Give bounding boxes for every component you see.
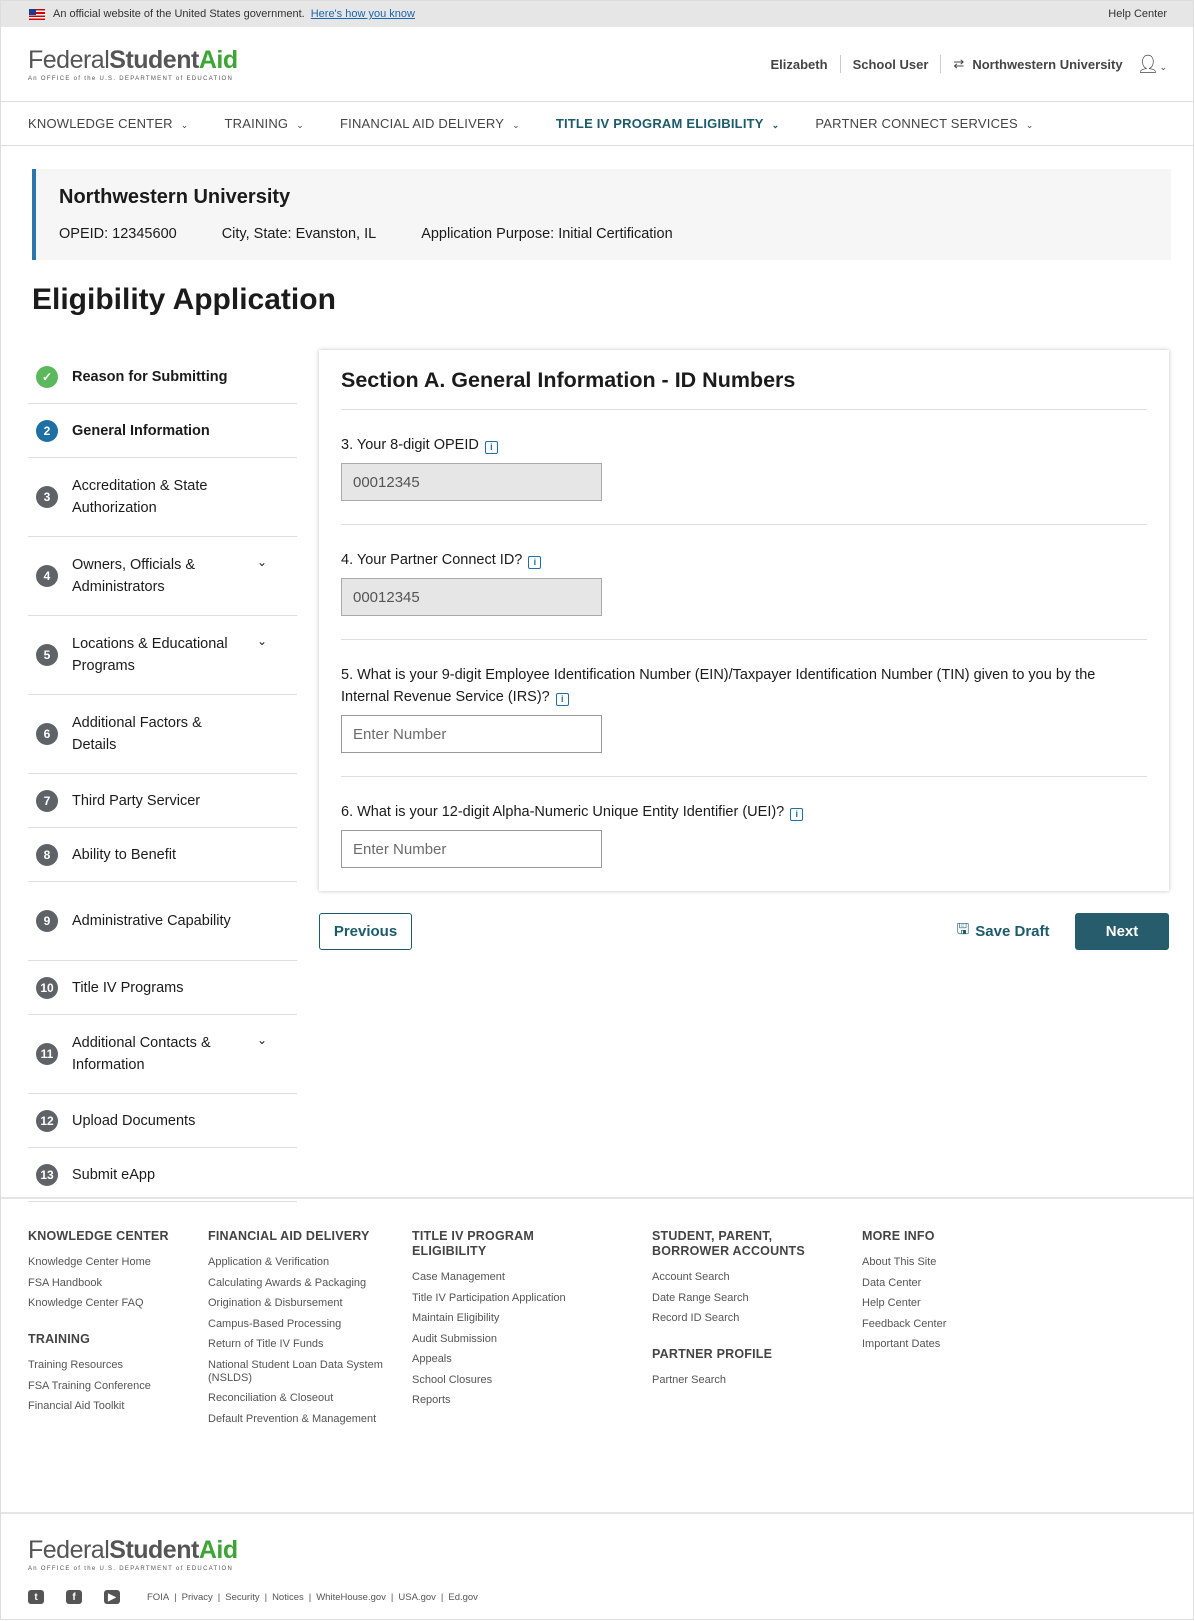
step-item[interactable] (28, 1148, 297, 1202)
youtube-icon[interactable]: ▶ (104, 1590, 120, 1604)
footer-column (412, 1229, 592, 1415)
step-number: 11 (36, 1043, 58, 1065)
switch-icon[interactable]: ⇄ (953, 56, 965, 71)
step-number: 10 (36, 977, 58, 999)
nav-item-training[interactable] (225, 116, 304, 131)
question-text: 3. Your 8-digit OPEID (341, 437, 479, 453)
footer-link[interactable]: Important Dates (862, 1338, 941, 1350)
chevron-down-icon: ⌄ (512, 120, 520, 130)
save-icon: 🖫 (956, 921, 970, 938)
step-number: 5 (36, 644, 58, 666)
footer-column (28, 1229, 208, 1421)
info-icon[interactable]: i (790, 808, 803, 821)
step-label: Third Party Servicer (72, 792, 201, 809)
step-sidebar (28, 350, 297, 1202)
question-text: 4. Your Partner Connect ID? (341, 552, 523, 568)
step-item[interactable] (28, 695, 297, 774)
chevron-down-icon[interactable]: ⌄ (256, 634, 267, 648)
step-item[interactable] (28, 350, 297, 404)
step-number: 13 (36, 1164, 58, 1186)
footer-heading: FINANCIAL AID DELIVERY (208, 1229, 370, 1243)
footer-heading: PARTNER PROFILE (652, 1347, 773, 1361)
switch-school-link[interactable]: Northwestern University (972, 56, 1123, 72)
help-center-link[interactable]: Help Center (1108, 8, 1167, 20)
footer-column (862, 1229, 1042, 1359)
step-number: 4 (36, 565, 58, 587)
step-label: Accreditation & State Authorization (72, 478, 208, 516)
step-item[interactable] (28, 537, 297, 616)
step-item[interactable] (28, 774, 297, 828)
footer-link[interactable]: Audit Submission (412, 1332, 497, 1345)
footer-bottom (1, 1512, 1194, 1621)
question-text: 5. What is your 9-digit Employee Identification Number (EIN)/Taxpayer Identification Number (TIN) given to you by the Internal Revenue Service (IRS)? (341, 667, 1096, 705)
form-question (341, 525, 1147, 640)
user-name: Elizabeth (770, 56, 828, 72)
chevron-down-icon[interactable]: ⌄ (256, 1033, 267, 1047)
step-item[interactable] (28, 828, 297, 882)
input-value: 00012345 (353, 588, 420, 606)
step-label: Submit eApp (72, 1166, 156, 1183)
application-purpose: Application Purpose: Initial Certification (421, 226, 673, 242)
footer-link[interactable]: Title IV Participation Application (412, 1291, 566, 1304)
step-label: General Information (72, 422, 210, 439)
footer-link[interactable]: About This Site (862, 1256, 937, 1268)
question-5-input[interactable] (341, 715, 602, 753)
footer-link[interactable]: Date Range Search (652, 1291, 749, 1304)
footer-heading: KNOWLEDGE CENTER (28, 1229, 169, 1243)
question-text: 6. What is your 12-digit Alpha-Numeric Unique Entity Identifier (UEI)? (341, 804, 785, 820)
step-item[interactable] (28, 961, 297, 1015)
nav-item-financial-aid-delivery[interactable] (340, 116, 520, 131)
footer-link[interactable]: Reports (412, 1394, 451, 1406)
footer-heading: TRAINING (28, 1332, 91, 1346)
step-number: 9 (36, 910, 58, 932)
footer-link[interactable]: Case Management (412, 1271, 505, 1283)
step-label: Additional Contacts & Information (72, 1035, 211, 1073)
nav-item-partner-connect-services[interactable] (815, 116, 1033, 131)
step-label: Title IV Programs (72, 979, 184, 996)
form-actions (319, 913, 1169, 950)
step-label: Additional Factors & Details (72, 715, 202, 753)
section-title: Section A. General Information - ID Numbers (341, 350, 1147, 410)
legal-link[interactable]: WhiteHouse.gov (316, 1591, 386, 1603)
fsa-footer-logo[interactable]: FederalStudentAid An OFFICE of the U.S. DEPARTMENT of EDUCATION (28, 1536, 238, 1572)
chevron-down-icon: ⌄ (771, 120, 780, 130)
footer-link[interactable]: Appeals (412, 1353, 452, 1365)
fsa-logo[interactable]: FederalStudentAid An OFFICE of the U.S. DEPARTMENT of EDUCATION (28, 46, 238, 82)
footer-link[interactable]: Application & Verification (208, 1256, 330, 1268)
legal-link[interactable]: USA.gov (398, 1591, 436, 1603)
chevron-down-icon: ⌄ (1025, 120, 1034, 130)
nav-item-label: FINANCIAL AID DELIVERY (340, 116, 505, 131)
question-4-input (341, 578, 602, 616)
footer-link[interactable]: Default Prevention & Management (208, 1412, 377, 1425)
step-item[interactable] (28, 1015, 297, 1094)
divider: | (440, 1591, 444, 1603)
info-icon[interactable]: i (485, 441, 498, 454)
footer-link[interactable]: Training Resources (28, 1359, 123, 1371)
divider: | (217, 1591, 221, 1603)
footer-link[interactable]: Return of Title IV Funds (208, 1338, 324, 1350)
twitter-icon[interactable]: t (28, 1590, 44, 1604)
footer-link[interactable]: Knowledge Center FAQ (28, 1297, 144, 1309)
nav-item-label: TRAINING (224, 116, 289, 131)
main-nav (1, 102, 1193, 146)
footer-link[interactable]: Campus-Based Processing (208, 1317, 342, 1330)
footer-link[interactable]: FSA Handbook (28, 1276, 102, 1289)
user-role: School User (852, 56, 929, 72)
footer-heading: TITLE IV PROGRAM ELIGIBILITY (412, 1229, 534, 1258)
form-question (341, 410, 1147, 525)
footer-link[interactable]: Feedback Center (862, 1317, 947, 1330)
site-header (1, 27, 1193, 102)
divider (840, 55, 841, 73)
divider: | (308, 1591, 312, 1603)
school-opeid: OPEID: 12345600 (59, 226, 177, 242)
check-icon: ✓ (36, 366, 58, 388)
facebook-icon[interactable]: f (66, 1590, 82, 1604)
footer-link[interactable]: Data Center (862, 1276, 922, 1289)
question-label (341, 801, 1147, 823)
step-number: 7 (36, 790, 58, 812)
step-number: 6 (36, 723, 58, 745)
footer-heading: MORE INFO (862, 1229, 935, 1243)
footer-column (652, 1229, 822, 1395)
info-icon[interactable]: i (556, 693, 569, 706)
question-3-input (341, 463, 602, 501)
gov-banner-text: An official website of the United States government. (53, 8, 305, 20)
nav-item-label: KNOWLEDGE CENTER (28, 116, 173, 131)
previous-button[interactable]: Previous (319, 913, 412, 950)
footer-link[interactable]: Knowledge Center Home (28, 1256, 151, 1268)
footer-column (208, 1229, 388, 1433)
step-label: Owners, Officials & Administrators (72, 557, 196, 595)
question-label (341, 664, 1147, 708)
footer-link[interactable]: FSA Training Conference (28, 1379, 151, 1392)
legal-link[interactable]: Notices (272, 1591, 304, 1603)
save-draft-button[interactable]: 🖫 Save Draft (953, 913, 1053, 950)
step-number: 8 (36, 844, 58, 866)
user-account-icon[interactable]: 👤︎⌄ (1136, 53, 1167, 74)
question-6-input[interactable] (341, 830, 602, 868)
form-question (341, 777, 1147, 891)
nav-item-title-iv-program-eligibility[interactable] (556, 116, 780, 131)
footer-heading: STUDENT, PARENT, BORROWER ACCOUNTS (652, 1229, 805, 1258)
divider (940, 55, 941, 73)
question-label (341, 549, 1147, 571)
step-number: 12 (36, 1110, 58, 1132)
step-item[interactable] (28, 882, 297, 961)
footer-links (1, 1197, 1194, 1512)
footer-link[interactable]: School Closures (412, 1373, 493, 1386)
legal-link[interactable]: Ed.gov (448, 1591, 478, 1603)
footer-link[interactable]: Reconciliation & Closeout (208, 1392, 334, 1404)
chevron-down-icon: ⌄ (296, 120, 304, 130)
step-number: 3 (36, 486, 58, 508)
nav-item-label: PARTNER CONNECT SERVICES (815, 116, 1018, 131)
input-placeholder: Enter Number (353, 840, 447, 858)
footer-link[interactable]: Record ID Search (652, 1312, 740, 1324)
divider: | (390, 1591, 394, 1603)
divider: | (174, 1591, 177, 1603)
input-placeholder: Enter Number (353, 725, 447, 743)
legal-link[interactable]: FOIA (147, 1591, 170, 1603)
chevron-down-icon: ⌄ (180, 120, 189, 130)
step-label: Administrative Capability (72, 913, 231, 929)
step-number: 2 (36, 420, 58, 442)
footer-link[interactable]: Maintain Eligibility (412, 1312, 500, 1324)
nav-item-label: TITLE IV PROGRAM ELIGIBILITY (555, 116, 764, 131)
footer-link[interactable]: Financial Aid Toolkit (28, 1400, 125, 1412)
step-item[interactable] (28, 458, 297, 537)
step-label: Ability to Benefit (72, 846, 176, 863)
form-question (341, 640, 1147, 777)
footer-link[interactable]: Origination & Disbursement (208, 1297, 343, 1309)
next-button[interactable]: Next (1075, 913, 1169, 950)
school-city-state: City, State: Evanston, IL (221, 226, 377, 242)
page-title: Eligibility Application (32, 283, 336, 316)
footer-link[interactable]: Calculating Awards & Packaging (208, 1276, 367, 1289)
gov-banner (1, 1, 1193, 27)
footer-link[interactable]: Help Center (862, 1297, 921, 1309)
footer-link[interactable]: National Student Loan Data System (NSLDS) (208, 1358, 383, 1384)
nav-item-knowledge-center[interactable] (28, 116, 189, 131)
school-info-banner (32, 169, 1171, 260)
chevron-down-icon[interactable]: ⌄ (256, 555, 267, 569)
legal-link[interactable]: Privacy (181, 1591, 213, 1603)
step-item[interactable] (28, 404, 297, 458)
step-item[interactable] (28, 1094, 297, 1148)
us-flag-icon (29, 9, 45, 20)
step-label: Upload Documents (72, 1112, 196, 1129)
user-menu (770, 54, 1167, 75)
info-icon[interactable]: i (528, 556, 541, 569)
divider: | (264, 1591, 268, 1603)
input-value: 00012345 (353, 473, 420, 491)
step-label: Locations & Educational Programs (72, 636, 228, 674)
legal-link[interactable]: Security (225, 1591, 260, 1603)
footer-link[interactable]: Partner Search (652, 1374, 726, 1386)
heres-how-you-know-link[interactable]: Here's how you know (310, 8, 415, 20)
question-label (341, 434, 1147, 456)
school-name: Northwestern University (59, 186, 291, 208)
footer-link[interactable]: Account Search (652, 1271, 730, 1283)
section-card (319, 350, 1169, 891)
step-label: Reason for Submitting (72, 368, 228, 385)
step-item[interactable] (28, 616, 297, 695)
